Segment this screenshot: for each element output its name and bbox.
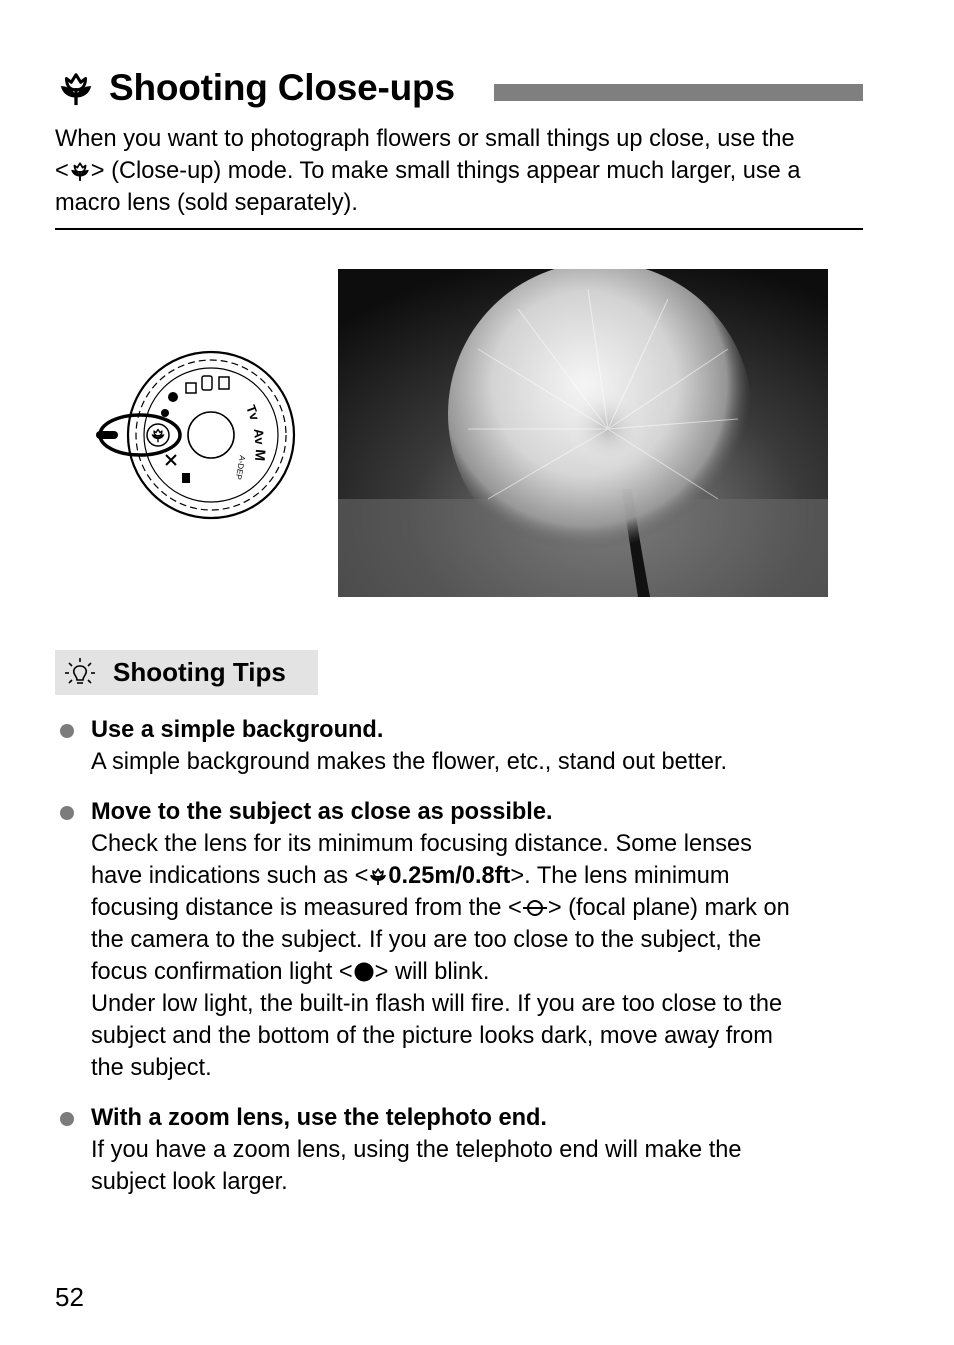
- heading-bar: [494, 84, 863, 101]
- bullet-icon: [60, 806, 74, 820]
- dial-label-m: M: [251, 448, 269, 462]
- shooting-tips-header: [55, 650, 318, 695]
- tip-line: Check the lens for its minimum focusing distance. Some lenses: [91, 831, 752, 857]
- tip-item-2: [91, 796, 881, 1084]
- bullet-icon: [60, 1112, 74, 1126]
- focus-confirmation-light-icon: [353, 961, 375, 983]
- page-title: Shooting Close-ups: [109, 67, 455, 108]
- tip-item-1: [91, 714, 881, 778]
- tip-heading: With a zoom lens, use the telephoto end.: [91, 1105, 547, 1131]
- tip-body: A simple background makes the flower, etc., stand out better.: [91, 749, 728, 775]
- intro-line-1: When you want to photograph flowers or small things up close, use the: [55, 126, 795, 152]
- intro-line-3: macro lens (sold separately).: [55, 190, 358, 216]
- section-heading: [57, 62, 455, 114]
- bullet-icon: [60, 724, 74, 738]
- tip-heading: Use a simple background.: [91, 717, 384, 743]
- tip-item-3: [91, 1102, 881, 1198]
- page-number: 52: [55, 1282, 84, 1312]
- tip-line: focusing distance is measured from the < > (focal plane) mark on: [91, 895, 790, 921]
- close-up-flower-icon: [368, 865, 388, 887]
- tips-label: Shooting Tips: [113, 657, 286, 687]
- intro-line-2: < > (Close-up) mode. To make small things appear much larger, use a: [55, 158, 801, 184]
- tip-line: If you have a zoom lens, using the telephoto end will make the: [91, 1137, 742, 1163]
- tip-line: focus confirmation light < > will blink.: [91, 959, 490, 985]
- focal-plane-mark-icon: [522, 897, 548, 919]
- mode-dial-icon: [88, 345, 303, 525]
- dial-label-tv: Tv: [243, 402, 263, 423]
- tip-line: subject look larger.: [91, 1169, 288, 1195]
- tip-line: the subject.: [91, 1055, 212, 1081]
- divider: [55, 228, 863, 230]
- tip-heading: Move to the subject as close as possible.: [91, 799, 553, 825]
- close-up-flower-icon: [57, 68, 95, 108]
- close-up-flower-icon: [69, 160, 91, 182]
- tip-line: the camera to the subject. If you are too close to the subject, the: [91, 927, 762, 953]
- dial-label-adep: A-DEP: [233, 454, 247, 481]
- lightbulb-icon: [63, 656, 97, 690]
- tip-line: have indications such as < 0.25m/0.8ft>. The lens minimum: [91, 863, 730, 889]
- dandelion-seedhead-photo: [338, 269, 828, 597]
- dial-label-av: Av: [251, 427, 268, 446]
- tip-line: Under low light, the built-in flash will fire. If you are too close to the: [91, 991, 783, 1017]
- intro-paragraph: [55, 123, 875, 219]
- tip-line: subject and the bottom of the picture looks dark, move away from: [91, 1023, 773, 1049]
